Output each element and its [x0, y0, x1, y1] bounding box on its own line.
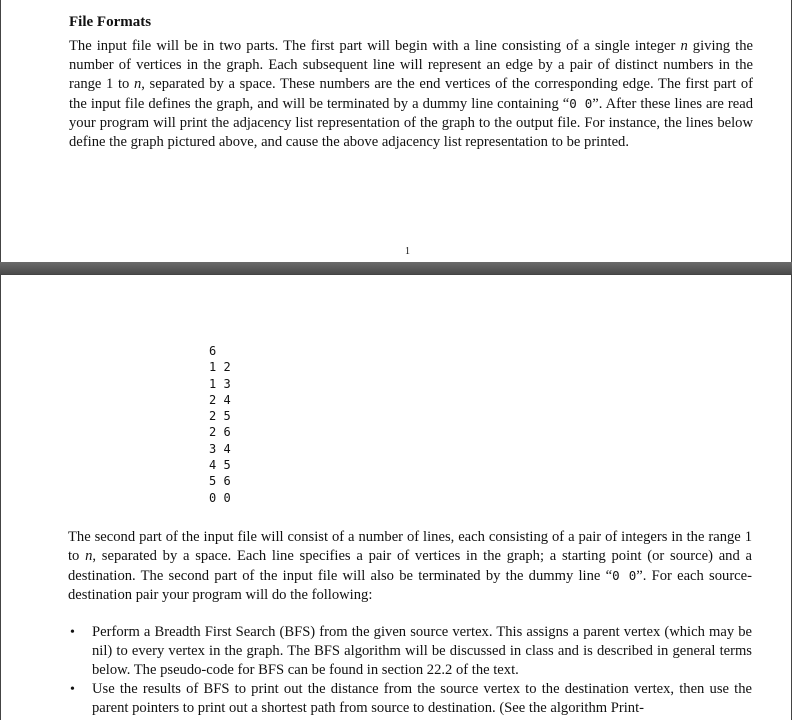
list-item: • Use the results of BFS to print out the distance from the source vertex to the destination vertex, then use the parent pointers to print out a shortest path from source to destination. (See the algorithm Print-	[68, 680, 752, 718]
code-line: 1 3	[209, 376, 231, 391]
second-part-paragraph	[68, 528, 752, 605]
code-line: 3 4	[209, 441, 231, 456]
code-line: 2 4	[209, 392, 231, 407]
code-line: 0 0	[209, 490, 231, 505]
code-line: 2 6	[209, 425, 231, 440]
list-item: • Perform a Breadth First Search (BFS) from the given source vertex. This assigns a parent vertex (which may be nil) to every vertex in the graph. The BFS algorithm will be discussed in class and is described in general terms below. The pseudo-code for BFS can be found in section 22.2 of the text.	[68, 623, 752, 680]
text-run: ”. For each source-destination pair your program will do the following:	[68, 568, 752, 603]
file-format-paragraph	[69, 37, 753, 152]
inline-code: 0 0	[569, 96, 593, 111]
inline-code: 0 0	[612, 568, 637, 583]
code-line: 2 5	[209, 409, 231, 424]
text-run: ”. After these lines are read your program will print the adjacency list representation of the graph to the output file. For instance, the lines below define the graph pictured above, and cause the above adjacency list representation to be printed.	[69, 96, 754, 150]
code-line: 1 2	[209, 360, 231, 375]
code-line: 4 5	[209, 458, 231, 473]
text-run: giving the number of vertices in the graph. Each subsequent line will represent an edge by a pair of distinct numbers in the range 1 to	[69, 38, 753, 92]
math-variable: n	[133, 76, 142, 92]
bullet-list	[68, 623, 752, 718]
text-run: , separated by a space. These numbers are the end vertices of the corresponding edge. The first part of the input file defines the graph, and will be terminated by a dummy line containing “	[69, 76, 753, 112]
math-variable: n	[680, 38, 688, 54]
math-variable: n	[85, 548, 93, 564]
page-number: 1	[405, 246, 410, 257]
code-line: 6	[209, 344, 217, 358]
text-run: , separated by a space. Each line specifies a pair of vertices in the graph; a starting point (or source) and a destination. The second part of the input file will also be terminated by the dummy line “	[68, 548, 753, 584]
section-heading: File Formats	[69, 14, 152, 30]
text-run: The input file will be in two parts. The first part will begin with a line consisting of a single integer	[69, 38, 681, 54]
page-separator	[0, 262, 792, 274]
code-line: 5 6	[209, 474, 231, 489]
text-run: The second part of the input file will consist of a number of lines, each consisting of a pair of integers in the range 1 to	[68, 529, 752, 564]
document-page-1	[0, 0, 792, 262]
example-input-block	[209, 343, 231, 506]
